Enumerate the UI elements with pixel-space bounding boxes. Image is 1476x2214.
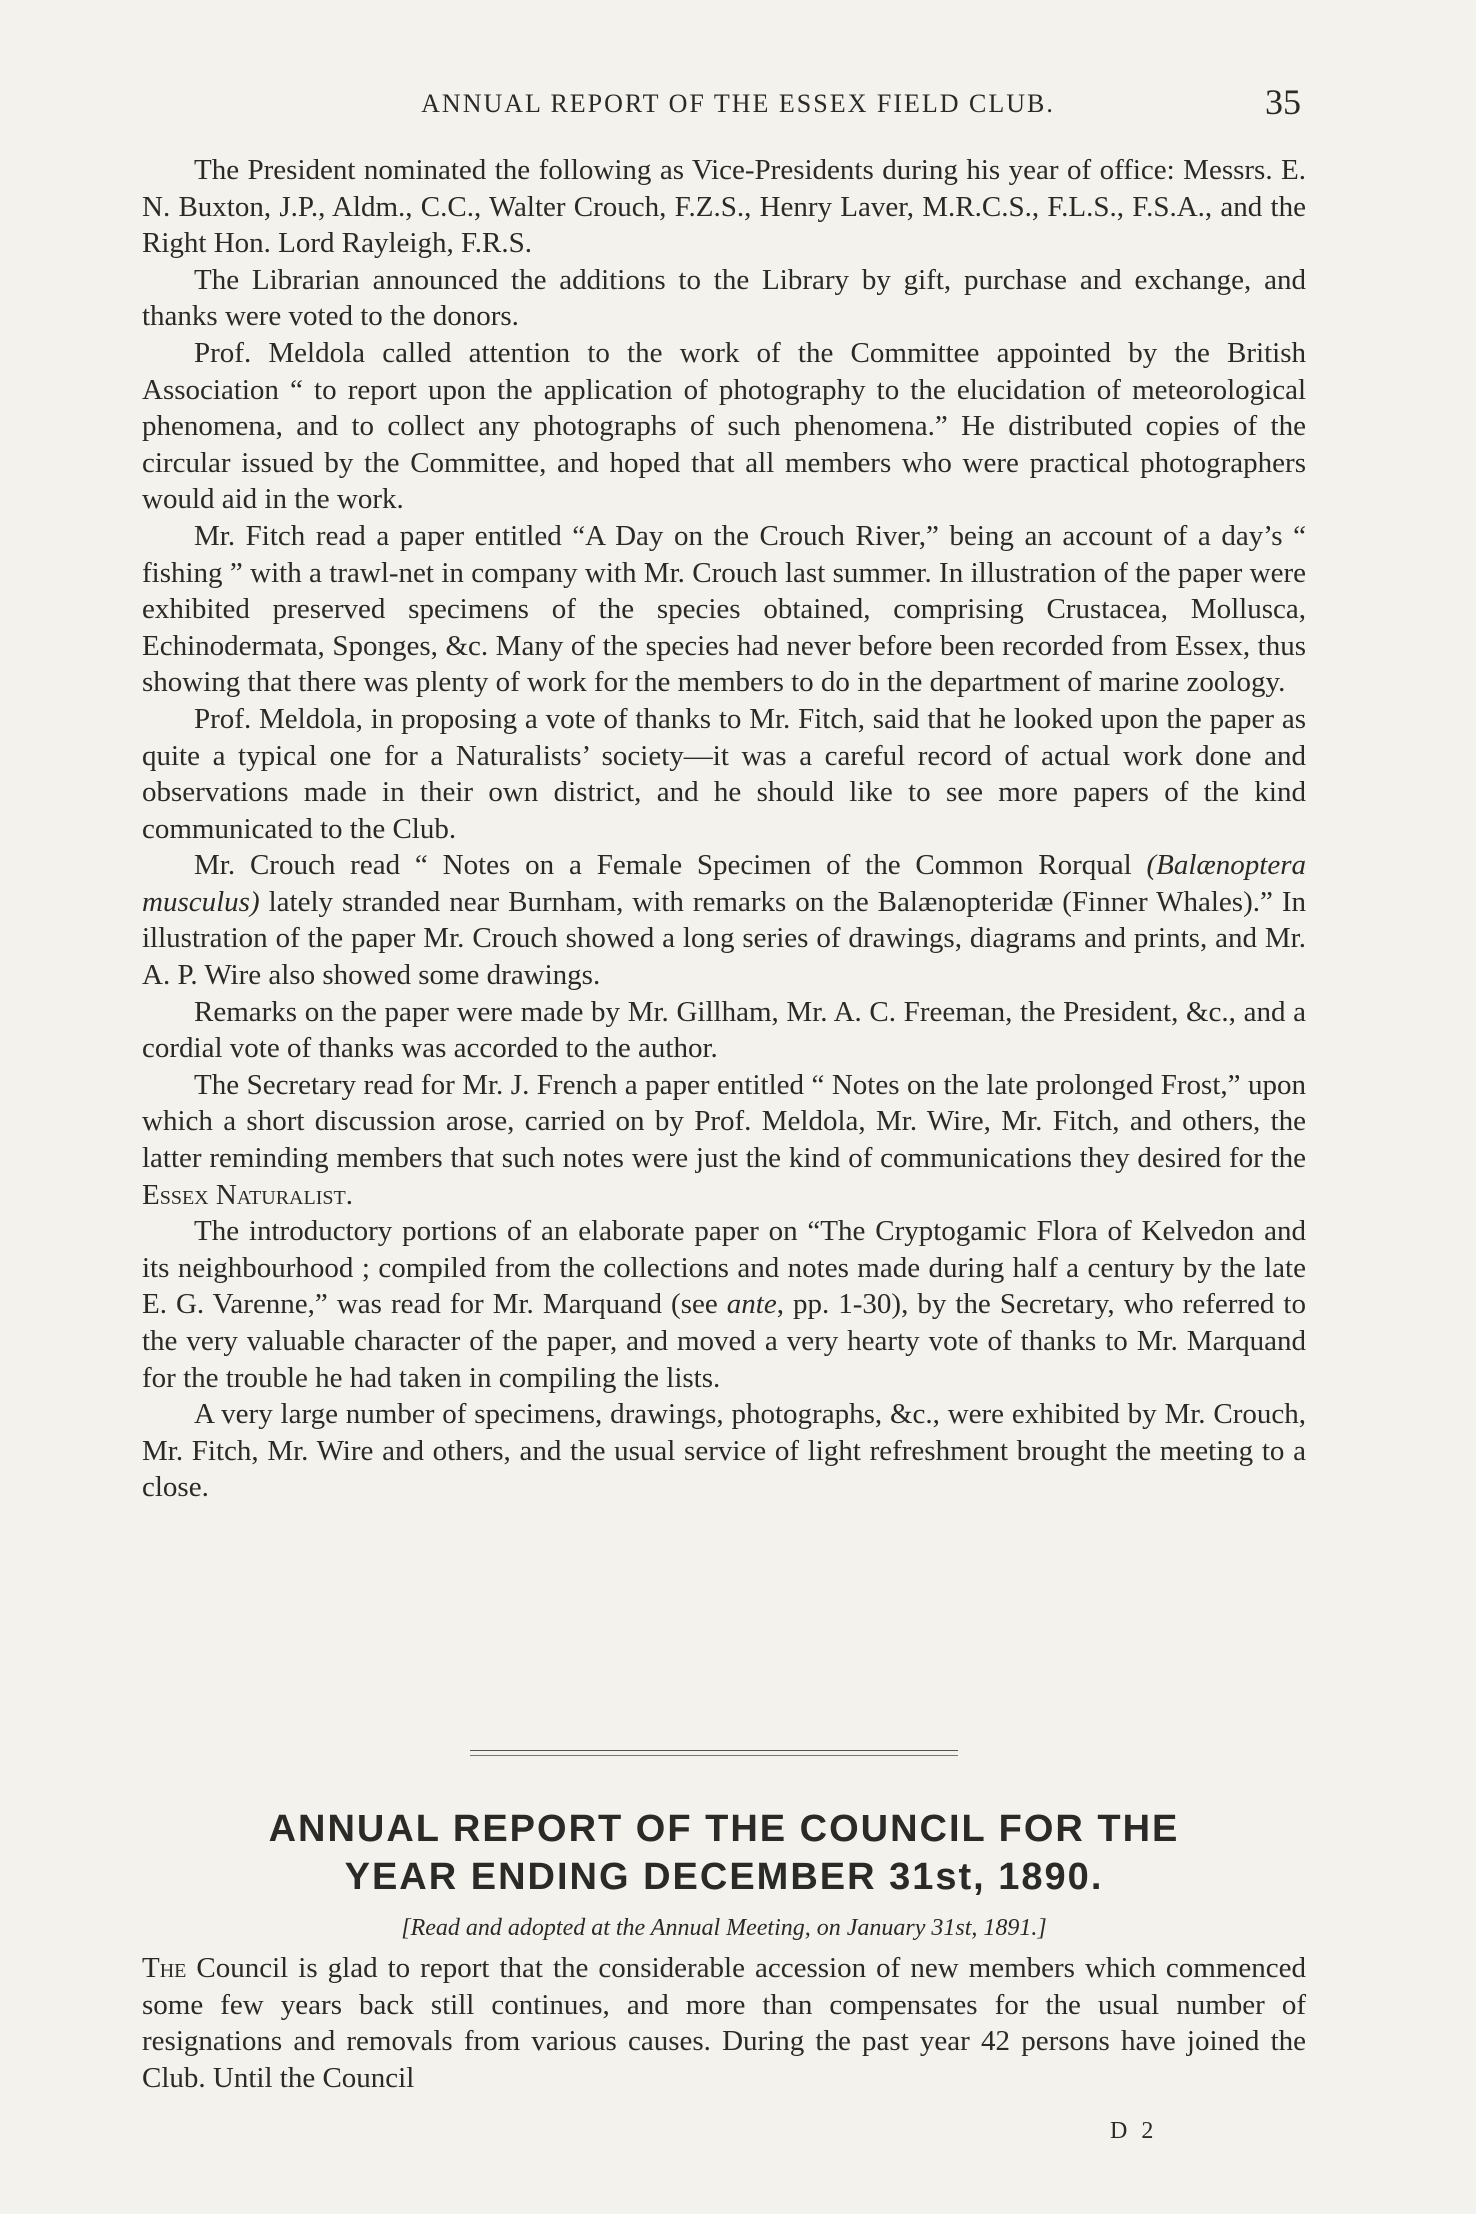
running-title: ANNUAL REPORT OF THE ESSEX FIELD CLUB.: [421, 89, 1055, 118]
signature-mark: D 2: [1110, 2118, 1158, 2144]
paragraph-rorqual: [142, 847, 1306, 993]
essex-naturalist: Essex Naturalist: [142, 1178, 346, 1211]
paragraph-fitch-paper: Mr. Fitch read a paper entitled “A Day on the Crouch River,” being an account of a day’s “ fishing ” with a trawl-net in company with Mr. Crouch last summer. In illustration of the paper were exhibited preserved specimens of the species obtained, comprising Crustacea, Mollusca, Echinodermata, Sponges, &c. Many of the species had never before been recorded from Essex, thus showing that there was plenty of work for the members to do in the department of marine zoology.: [142, 519, 1306, 699]
paragraph-council-opening: [142, 1950, 1306, 2096]
ante-rest: , pp. 1-30), by the Secretary, who referred to the very valuable character of the paper, and moved a very hearty vote of thanks to Mr. Marquand for the trouble he had taken in compiling the lists.: [142, 1288, 1306, 1394]
cryptogamic-text: The introductory portions of an elaborate paper on “The Cryptogamic Flora of Kelvedon and its neighbourhood ; compiled from the collections and notes made during half a century by the late E. G. Varenne,” was read for Mr. Marquand (see: [142, 1215, 1306, 1321]
paragraph-meldola-thanks: Prof. Meldola, in proposing a vote of thanks to Mr. Fitch, said that he looked upon the paper as quite a typical one for a Naturalists’ society—it was a careful record of actual work done and observations made in their own district, and he should like to see more papers of the kind communicated to the Club.: [142, 702, 1306, 845]
paragraph-cryptogamic: [142, 1213, 1306, 1396]
frost-text: The Secretary read for Mr. J. French a paper entitled “ Notes on the late prolonged Frost,” upon which a short discussion arose, carried on by Prof. Meldola, Mr. Wire, Mr. Fitch, and others, the latter reminding members that such notes were just the kind of communications they desired for the: [142, 1068, 1306, 1175]
paragraph-meldola-photography: Prof. Meldola called attention to the work of the Committee appointed by the British Association “ to report upon the application of photography to the elucidation of meteorological phenomena, and to collect any photographs of such phenomena.” He distributed copies of the circular issued by the Committee, and hoped that all members who were practical photographers would aid in the work.: [142, 336, 1306, 516]
body-text: [142, 152, 1306, 1506]
divider-rule: [470, 1750, 958, 1751]
opening-caps: The: [142, 1952, 187, 1984]
paragraph-remarks: Remarks on the paper were made by Mr. Gillham, Mr. A. C. Freeman, the President, &c., and a cordial vote of thanks was accorded to the author.: [142, 995, 1306, 1065]
section-title-line2: YEAR ENDING DECEMBER 31st, 1890.: [344, 1856, 1104, 1898]
rorqual-latin: (Balænoptera musculus): [142, 849, 1307, 918]
section-subtitle: [Read and adopted at the Annual Meeting, on January 31st, 1891.]: [401, 1915, 1047, 1941]
paragraph-frost: The Secretary read for Mr. J. French a paper entitled “ Notes on the late prolonged Frost,” upon which a short discussion arose, carried on by Prof. Meldola, Mr. Wire, Mr. Fitch, and others, the latter reminding members that such notes were just the kind of communications they desired for the Essex Naturalist.: [142, 1068, 1306, 1211]
rorqual-rest: lately stranded near Burnham, with remarks on the Balænopteridæ (Finner Whales).” In illustration of the paper Mr. Crouch showed a long series of drawings, diagrams and prints, and Mr. A. P. Wire also showed some drawings.: [142, 885, 1307, 992]
rorqual-lead: Mr. Crouch read “ Notes on a Female Specimen of the Common Rorqual: [194, 849, 1132, 882]
divider-rule-lower: [470, 1755, 958, 1756]
paragraph-librarian: The Librarian announced the additions to the Library by gift, purchase and exchange, and thanks were voted to the donors.: [142, 263, 1306, 333]
running-head: [0, 84, 1476, 124]
section-title-line1: ANNUAL REPORT OF THE COUNCIL FOR THE: [268, 1808, 1180, 1850]
paragraph-vice-presidents: The President nominated the following as Vice-Presidents during his year of office: Messrs. E. N. Buxton, J.P., Aldm., C.C., Walter Crouch, F.Z.S., Henry Laver, M.R.C.S., F.L.S., F.S.A., and the Right Hon. Lord Rayleigh, F.R.S.: [142, 154, 1306, 260]
section-title: [142, 1805, 1306, 1901]
page-number: 35: [1265, 82, 1301, 122]
council-report-text: [142, 1950, 1306, 2096]
paragraph-closing: A very large number of specimens, drawings, photographs, &c., were exhibited by Mr. Crouch, Mr. Fitch, Mr. Wire and others, and the usual service of light refreshment brought the meeting to a close.: [142, 1398, 1306, 1504]
opening-text: Council is glad to report that the considerable accession of new members which commenced some few years back still continues, and more than compensates for the usual number of resignations and removals from various causes. During the past year 42 persons have joined the Club. Until the Council: [142, 1952, 1307, 2094]
ante-word: ante: [726, 1288, 777, 1321]
